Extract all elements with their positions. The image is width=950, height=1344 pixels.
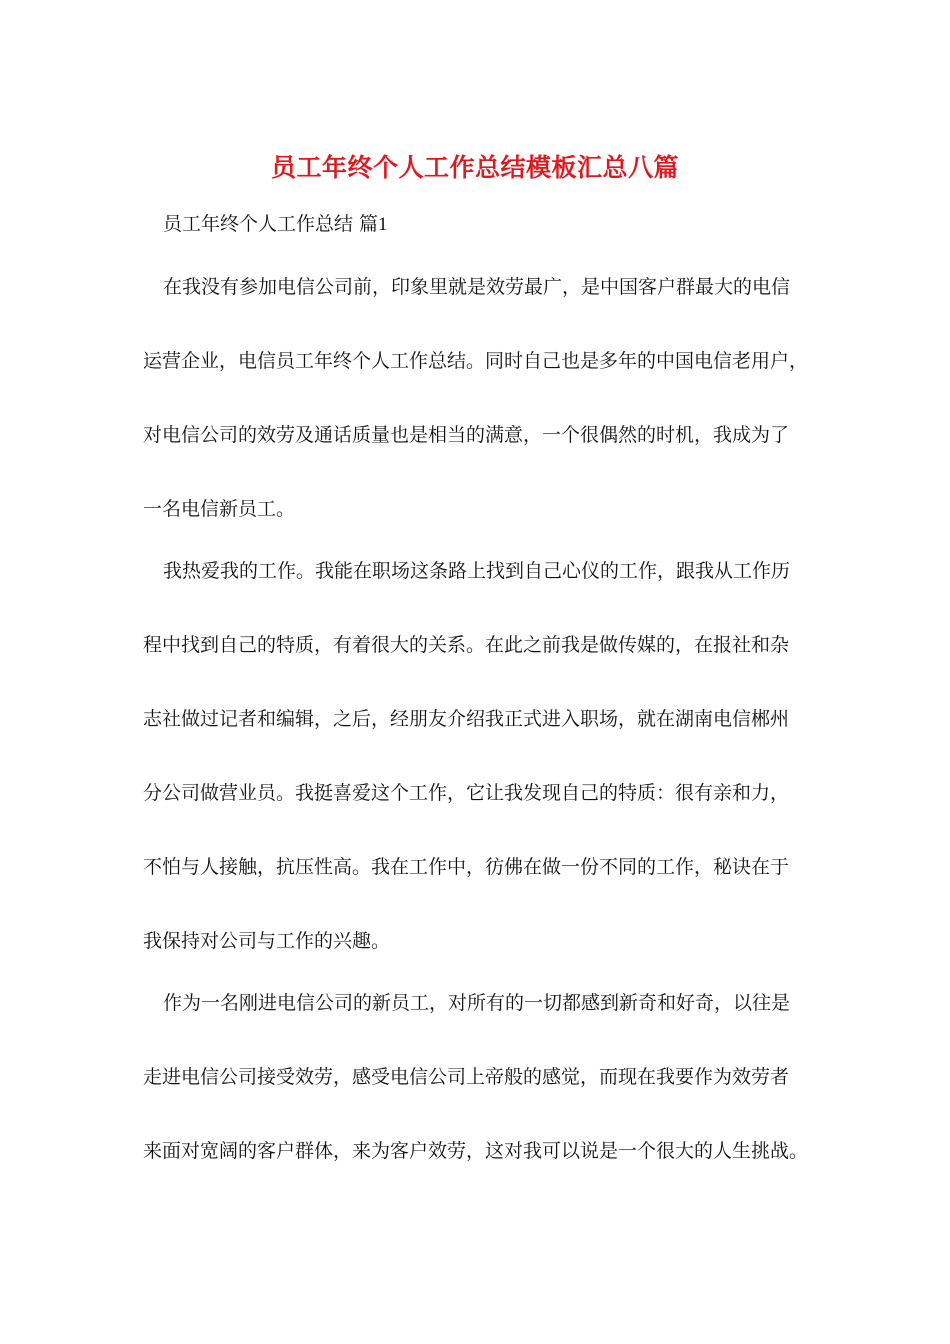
paragraph-line: 在我没有参加电信公司前，印象里就是效劳最广，是中国客户群最大的电信: [163, 276, 791, 298]
paragraph-line: 分公司做营业员。我挺喜爱这个工作，它让我发现自己的特质：很有亲和力，: [143, 782, 790, 804]
paragraph-line: 我保持对公司与工作的兴趣。: [143, 930, 391, 952]
document-title: 员工年终个人工作总结模板汇总八篇: [270, 153, 679, 182]
paragraph-line: 走进电信公司接受效劳，感受电信公司上帝般的感觉，而现在我要作为效劳者: [143, 1066, 790, 1088]
paragraph-3: [143, 981, 813, 1203]
section-heading-number: 1: [378, 214, 388, 235]
paragraph-line: 一名电信新员工。: [143, 498, 296, 520]
paragraph-line: 我热爱我的工作。我能在职场这条路上找到自己心仪的工作，跟我从工作历: [163, 560, 791, 582]
document-body: [143, 265, 813, 1203]
paragraph-line: 作为一名刚进电信公司的新员工，对所有的一切都感到新奇和好奇，以往是: [163, 992, 791, 1014]
paragraph-line: 来面对宽阔的客户群体，来为客户效劳，这对我可以说是一个很大的人生挑战。: [143, 1140, 809, 1162]
paragraph-1: [143, 265, 813, 561]
paragraph-line: 程中找到自己的特质，有着很大的关系。在此之前我是做传媒的，在报社和杂: [143, 634, 790, 656]
paragraph-2: [143, 549, 813, 993]
paragraph-line: 对电信公司的效劳及通话质量也是相当的满意，一个很偶然的时机，我成为了: [143, 424, 790, 446]
paragraph-line: 志社做过记者和编辑，之后，经朋友介绍我正式进入职场，就在湖南电信郴州: [143, 708, 790, 730]
section-heading: [163, 211, 388, 238]
section-heading-text: 员工年终个人工作总结 篇: [163, 213, 379, 235]
paragraph-line: 不怕与人接触，抗压性高。我在工作中，彷佛在做一份不同的工作，秘诀在于: [143, 856, 790, 878]
paragraph-line: 运营企业，电信员工年终个人工作总结。同时自己也是多年的中国电信老用户，: [143, 350, 809, 372]
